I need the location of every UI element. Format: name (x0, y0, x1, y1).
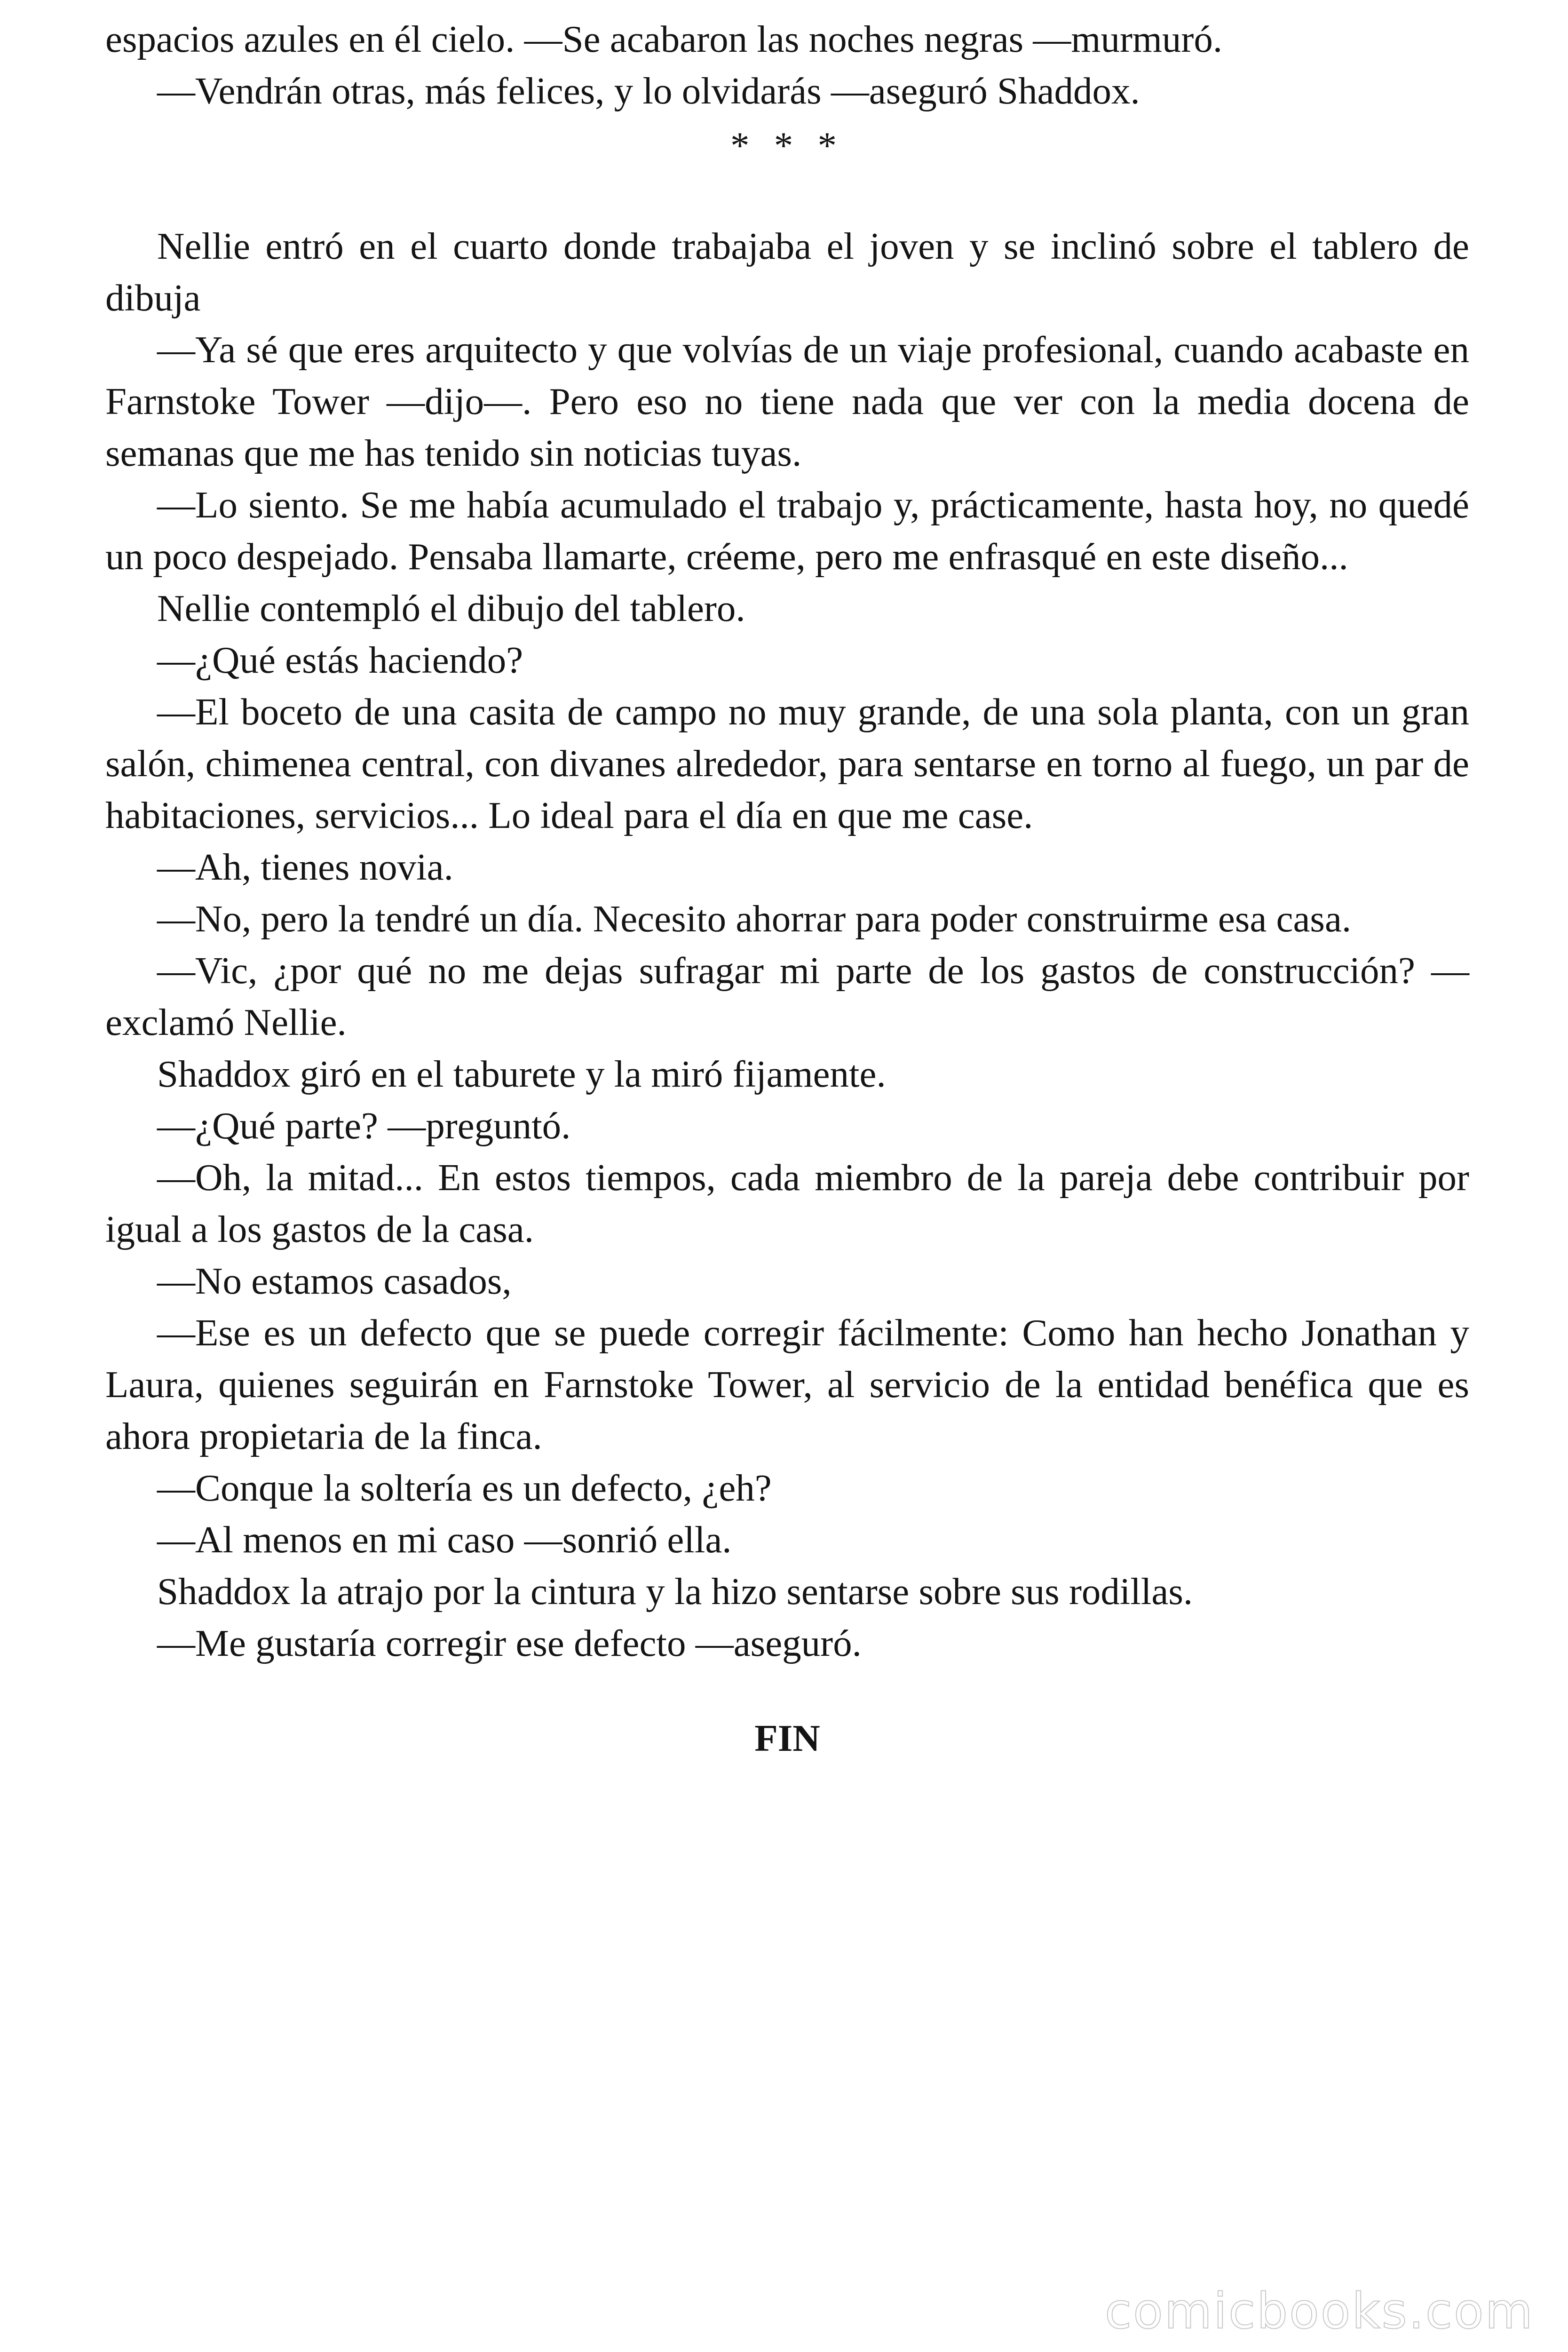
paragraph-dialogue: —Al menos en mi caso —sonrió ella. (157, 1518, 732, 1561)
paragraph-dialogue: —Me gustaría corregir ese defecto —aseguró. (157, 1622, 862, 1664)
paragraph-dialogue: —Conque la soltería es un defecto, ¿eh? (157, 1467, 772, 1509)
paragraph: Shaddox la atrajo por la cintura y la hizo sentarse sobre sus rodillas. (157, 1570, 1193, 1613)
book-page-text (105, 13, 1469, 1802)
paragraph-dialogue: —Vic, ¿por qué no me dejas sufragar mi parte de los gastos de construcción? —exclamó Nellie. (105, 949, 1469, 1043)
paragraph: Nellie entró en el cuarto donde trabajaba el joven y se inclinó sobre el tablero de dibuja (105, 225, 1469, 319)
watermark-logo: comicbooks.com (1104, 2282, 1534, 2340)
paragraph-dialogue: —No, pero la tendré un día. Necesito ahorrar para poder construirme esa casa. (157, 898, 1352, 940)
paragraph-dialogue: —El boceto de una casita de campo no muy grande, de una sola planta, con un gran salón, chimenea central, con divanes alrededor, para sentarse en torno al fuego, un par de habitaciones, servicios... Lo ideal para el día en que me case. (105, 691, 1469, 836)
paragraph-dialogue: —Vendrán otras, más felices, y lo olvidarás —aseguró Shaddox. (157, 70, 1140, 112)
section-separator: * * * (730, 124, 844, 167)
end-marker: FIN (754, 1717, 820, 1759)
paragraph-dialogue: —Oh, la mitad... En estos tiempos, cada miembro de la pareja debe contribuir por igual a los gastos de la casa. (105, 1156, 1469, 1250)
paragraph-dialogue: —Ah, tienes novia. (157, 846, 453, 888)
paragraph-continuation: espacios azules en él cielo. —Se acabaron las noches negras —murmuró. (105, 18, 1223, 60)
paragraph: Shaddox giró en el taburete y la miró fijamente. (157, 1053, 886, 1095)
paragraph-dialogue: —¿Qué parte? —preguntó. (157, 1104, 571, 1147)
paragraph-dialogue: —Ese es un defecto que se puede corregir fácilmente: Como han hecho Jonathan y Laura, quienes seguirán en Farnstoke Tower, al servicio de la entidad benéfica que es ahora propietaria de la finca. (105, 1311, 1469, 1457)
paragraph-dialogue: —No estamos casados, (157, 1260, 512, 1302)
paragraph-dialogue: —¿Qué estás haciendo? (157, 639, 523, 681)
paragraph: Nellie contempló el dibujo del tablero. (157, 587, 745, 629)
paragraph-dialogue: —Ya sé que eres arquitecto y que volvías de un viaje profesional, cuando acabaste en Farnstoke Tower —dijo—. Pero eso no tiene nada que ver con la media docena de semanas que me has tenido sin noticias tuyas. (105, 328, 1469, 474)
paragraph-dialogue: —Lo siento. Se me había acumulado el trabajo y, prácticamente, hasta hoy, no quedé un poco despejado. Pensaba llamarte, créeme, pero me enfrasqué en este diseño... (105, 484, 1469, 578)
